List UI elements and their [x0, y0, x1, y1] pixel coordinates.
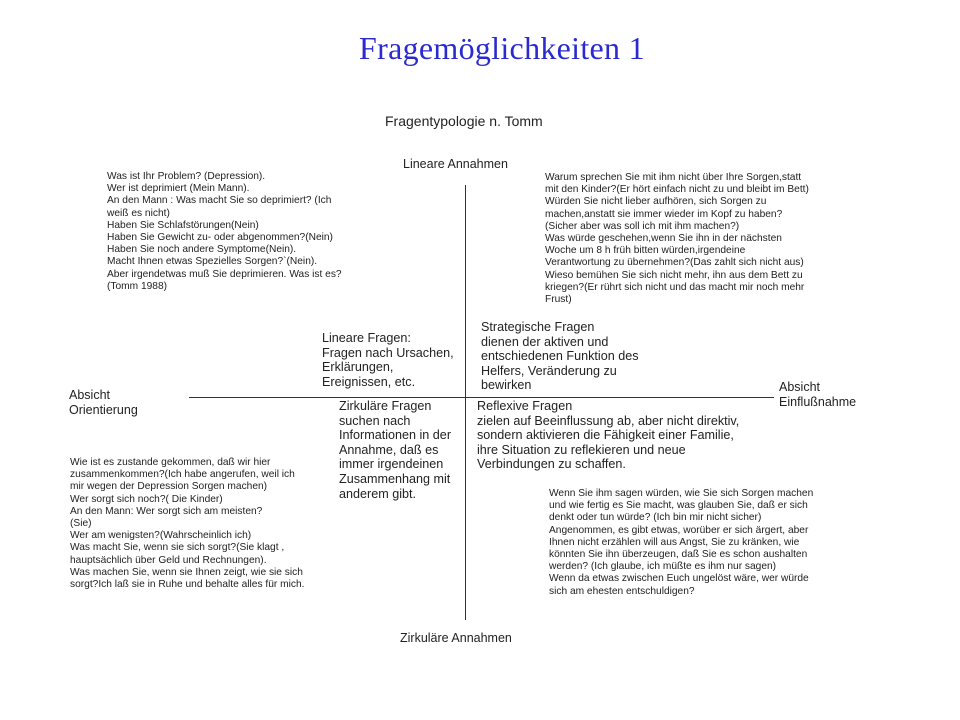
- reflexive-fragen-box: [477, 399, 739, 472]
- question-type-line: Annahme, daß es: [339, 442, 439, 457]
- diagram-title: Fragentypologie n. Tomm: [385, 113, 543, 129]
- example-line: sorgt?Ich laß sie in Ruhe und behalte alles für mich.: [70, 579, 305, 591]
- question-type-line: Zirkuläre Fragen: [339, 399, 432, 413]
- axis-label-left-line: Orientierung: [69, 403, 138, 417]
- example-line: sich am ehesten entschuldigen?: [549, 585, 695, 597]
- question-type-line: immer irgendeinen: [339, 457, 444, 472]
- question-type-line: Helfers, Veränderung zu: [481, 363, 617, 378]
- example-line: Wer am wenigsten?(Wahrscheinlich ich): [70, 530, 252, 542]
- question-type-line: Erklärungen,: [322, 360, 394, 375]
- question-type-line: bewirken: [481, 378, 532, 393]
- axis-label-right: [779, 380, 856, 410]
- question-type-line: Zusammenhang mit: [339, 471, 451, 486]
- example-line: Macht Ihnen etwas Spezielles Sorgen?`(Nein).: [107, 256, 318, 268]
- example-line: Wenn da etwas zwischen Euch ungelöst wäre, wer würde: [549, 573, 809, 585]
- example-line: Wie ist es zustande gekommen, daß wir hier: [70, 457, 271, 468]
- slide-title: Fragemöglichkeiten 1: [359, 30, 645, 66]
- question-type-line: ihre Situation zu reflekieren und neue: [477, 442, 686, 457]
- question-type-line: Verbindungen zu schaffen.: [477, 457, 626, 472]
- example-line: Wer ist deprimiert (Mein Mann).: [107, 183, 250, 195]
- example-line: An den Mann: Wer sorgt sich am meisten?: [70, 505, 263, 517]
- example-line: Würden Sie nicht lieber aufhören, sich Sorgen zu: [545, 196, 767, 208]
- question-type-line: Informationen in der: [339, 428, 452, 443]
- example-line: denkt oder tun würde? (Ich bin mir nicht sicher): [549, 512, 762, 524]
- question-type-line: Reflexive Fragen: [477, 399, 573, 413]
- axis-label-right-line: Absicht: [779, 380, 820, 394]
- example-line: (Tomm 1988): [107, 280, 168, 292]
- question-type-line: anderem gibt.: [339, 486, 417, 501]
- example-line: Ihnen nicht erzählen will aus Angst, Sie zu kränken, wie: [549, 536, 800, 548]
- example-line: weiß es nicht): [107, 207, 170, 219]
- example-line: Was würde geschehen,wenn Sie ihn in der nächsten: [545, 233, 782, 245]
- example-line: Haben Sie Schlafstörungen(Nein): [107, 219, 259, 231]
- example-line: hauptsächlich über Geld und Rechnungen).: [70, 554, 267, 566]
- example-line: zusammenkommen?(Ich habe angerufen, weil ich: [70, 469, 295, 481]
- examples-bottom-left: [70, 457, 304, 591]
- axis-label-top: Lineare Annahmen: [403, 157, 508, 171]
- lineare-fragen-box: [322, 331, 454, 389]
- example-line: Verantwortung zu übernehmen?(Das zahlt sich nicht aus): [545, 257, 804, 269]
- example-line: machen,anstatt sie immer wieder im Kopf zu haben?: [545, 208, 783, 220]
- question-type-line: suchen nach: [339, 413, 411, 428]
- example-line: kriegen?(Er rührt sich nicht und das macht mir noch mehr: [545, 281, 805, 293]
- question-type-line: dienen der aktiven und: [481, 334, 609, 349]
- example-line: Was ist Ihr Problem? (Depression).: [107, 171, 266, 182]
- examples-top-left: [107, 171, 342, 293]
- example-line: Wer sorgt sich noch?( Die Kinder): [70, 493, 223, 505]
- example-line: Frust): [545, 294, 572, 306]
- axis-label-bottom: Zirkuläre Annahmen: [400, 631, 512, 645]
- question-type-line: sondern aktivieren die Fähigkeit einer Familie,: [477, 428, 734, 443]
- examples-bottom-right: [549, 488, 813, 598]
- example-line: Woche um 8 h früh bitten würden,irgendeine: [545, 245, 746, 257]
- example-line: werden? (Ich glaube, ich müßte es ihm nur sagen): [549, 561, 777, 573]
- axis-label-left: [69, 388, 138, 418]
- examples-top-right: [545, 172, 809, 306]
- example-line: Was machen Sie, wenn sie Ihnen zeigt, wie sie sich: [70, 566, 303, 578]
- example-line: (Sie): [70, 518, 92, 530]
- example-line: Wenn Sie ihm sagen würden, wie Sie sich Sorgen machen: [549, 488, 814, 499]
- example-line: Haben Sie Gewicht zu- oder abgenommen?(Nein): [107, 232, 333, 244]
- question-type-line: entschiedenen Funktion des: [481, 349, 639, 364]
- example-line: mir wegen der Depression Sorgen machen): [70, 481, 268, 493]
- axis-label-right-line: Einflußnahme: [779, 395, 857, 409]
- example-line: Wieso bemühen Sie sich nicht mehr, ihn aus dem Bett zu: [545, 269, 803, 281]
- question-type-line: Lineare Fragen:: [322, 331, 411, 345]
- question-type-line: Ereignissen, etc.: [322, 374, 416, 389]
- example-line: An den Mann : Was macht Sie so deprimiert? (Ich: [107, 195, 332, 207]
- zirkulaere-fragen-box: [339, 399, 451, 501]
- question-type-line: zielen auf Beeinflussung ab, aber nicht direktiv,: [477, 413, 740, 428]
- question-type-line: Fragen nach Ursachen,: [322, 345, 454, 360]
- example-line: mit den Kinder?(Er hört einfach nicht zu und bleibt im Bett): [545, 184, 809, 196]
- question-type-line: Strategische Fragen: [481, 320, 595, 334]
- axis-label-left-line: Absicht: [69, 388, 110, 402]
- strategische-fragen-box: [481, 320, 639, 393]
- example-line: Warum sprechen Sie mit ihm nicht über Ihre Sorgen,statt: [545, 172, 802, 183]
- example-line: und wie fertig es Sie macht, was glauben Sie, daß er sich: [549, 500, 808, 512]
- example-line: Angenommen, es gibt etwas, worüber er sich ärgert, aber: [549, 524, 809, 536]
- horizontal-axis-line: [189, 397, 774, 398]
- example-line: Was macht Sie, wenn sie sich sorgt?(Sie klagt ,: [70, 542, 285, 554]
- example-line: könnten Sie ihn überzeugen, daß Sie es schon aushalten: [549, 549, 808, 561]
- vertical-axis-line: [465, 185, 466, 620]
- example-line: Aber irgendetwas muß Sie deprimieren. Was ist es?: [107, 268, 342, 280]
- example-line: (Sicher aber was soll ich mit ihm machen?): [545, 220, 740, 232]
- example-line: Haben Sie noch andere Symptome(Nein).: [107, 244, 297, 256]
